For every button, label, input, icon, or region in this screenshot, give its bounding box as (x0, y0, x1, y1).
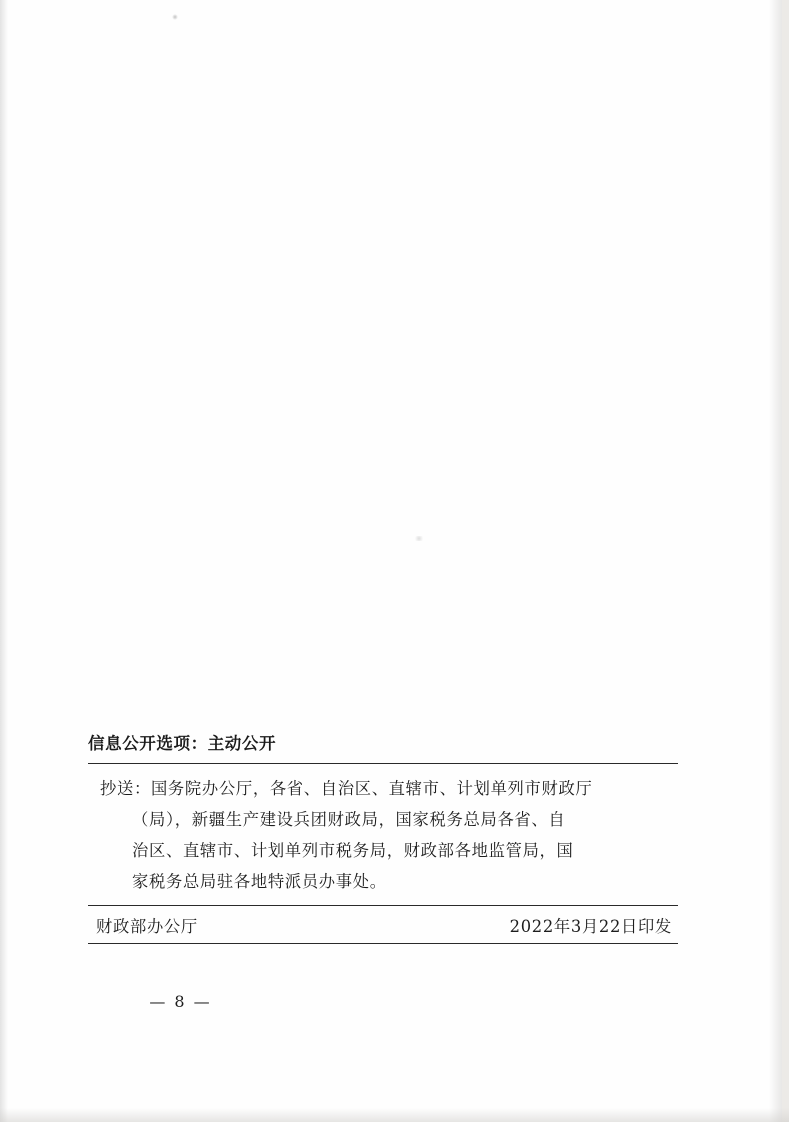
carbon-copy-line: 家税务总局驻各地特派员办事处。 (132, 872, 387, 891)
issue-date: 2022年3月22日印发 (509, 917, 672, 936)
page-number: — 8 — (149, 992, 212, 1011)
scan-artifact-top (172, 14, 178, 20)
carbon-copy-line: 抄送：国务院办公厅，各省、自治区、直辖市、计划单列市财政厅 (100, 779, 593, 798)
carbon-copy-line: 治区、直辖市、计划单列市税务局，财政部各地监管局，国 (132, 841, 574, 860)
issuing-office: 财政部办公厅 (96, 917, 198, 936)
carbon-copy-block (88, 764, 678, 905)
issuer-row (88, 906, 678, 943)
document-footer-block (88, 730, 678, 944)
page-edge-strip-right (782, 0, 789, 1122)
page-edge-shadow-left (0, 0, 8, 1122)
information-disclosure-label: 信息公开选项：主动公开 (88, 734, 277, 753)
carbon-copy-line: （局），新疆生产建设兵团财政局，国家税务总局各省、自 (132, 810, 566, 829)
blank-content-area (95, 60, 675, 720)
page-edge-shadow-right (769, 0, 789, 1122)
footer-divider-bottom (88, 943, 678, 944)
page-edge-shadow-bottom (0, 1108, 789, 1122)
